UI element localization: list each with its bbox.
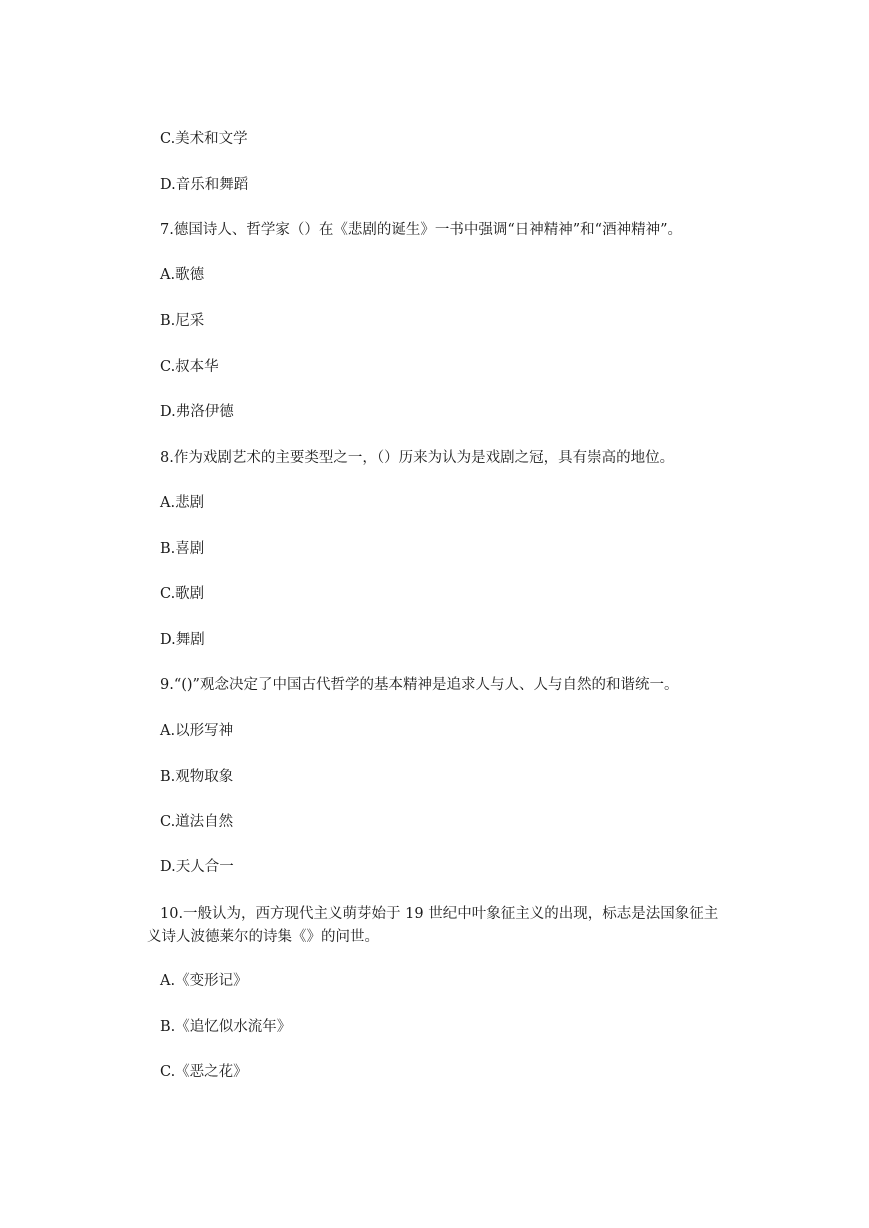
q9-option-d: D.天人合一 xyxy=(160,859,234,875)
q7-option-d: D.弗洛伊德 xyxy=(160,404,234,420)
q10-question-line-1: 10.一般认为，西方现代主义萌芽始于 19 世纪中叶象征主义的出现，标志是法国象征主 xyxy=(160,906,719,922)
q9-option-b: B.观物取象 xyxy=(160,769,234,785)
q8-option-b: B.喜剧 xyxy=(160,541,205,557)
q7-option-c: C.叔本华 xyxy=(160,359,219,375)
q10-option-b: B.《追忆似水流年》 xyxy=(160,1019,292,1035)
q10-question-line-2: 义诗人波德莱尔的诗集《》的问世。 xyxy=(147,929,379,945)
q9-option-c: C.道法自然 xyxy=(160,814,234,830)
q6-option-d: D.音乐和舞蹈 xyxy=(160,177,249,193)
q10-option-a: A.《变形记》 xyxy=(160,973,248,989)
q8-question-text: 8.作为戏剧艺术的主要类型之一，（）历来为认为是戏剧之冠，具有崇高的地位。 xyxy=(160,450,675,466)
q10-option-c: C.《恶之花》 xyxy=(160,1064,248,1080)
q7-option-a: A.歌德 xyxy=(160,267,205,283)
q8-option-a: A.悲剧 xyxy=(160,495,205,511)
q8-option-d: D.舞剧 xyxy=(160,632,205,648)
q10-question-text xyxy=(147,903,747,949)
q7-option-b: B.尼采 xyxy=(160,313,205,329)
q9-option-a: A.以形写神 xyxy=(160,723,234,739)
q9-question-text: 9.“()”观念决定了中国古代哲学的基本精神是追求人与人、人与自然的和谐统一。 xyxy=(160,677,679,693)
q6-option-c: C.美术和文学 xyxy=(160,131,248,147)
q8-option-c: C.歌剧 xyxy=(160,586,205,602)
q7-question-text: 7.德国诗人、哲学家（）在《悲剧的诞生》一书中强调“日神精神”和“酒神精神”。 xyxy=(160,222,682,238)
